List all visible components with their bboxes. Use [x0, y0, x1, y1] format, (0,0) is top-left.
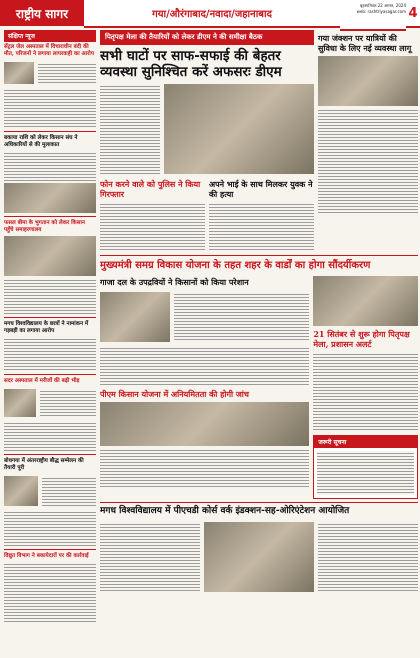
- right-story: [318, 30, 418, 252]
- news-photo: [318, 56, 418, 106]
- article-text: [38, 62, 96, 84]
- article-text: [4, 151, 96, 181]
- news-photo: [4, 62, 34, 84]
- article-text: [4, 88, 96, 128]
- article-text: [4, 337, 96, 371]
- news-photo: [4, 183, 96, 213]
- newspaper-brand: राष्ट्रीय सागर: [0, 0, 84, 26]
- headline: बोधगया में अंतरराष्ट्रीय बौद्ध सम्मेलन की तैयारी पूरी: [4, 458, 84, 471]
- news-photo: [313, 276, 418, 326]
- edition-title: गया/औरंगाबाद/नवादा/जहानाबाद: [84, 0, 340, 28]
- article-text: [100, 84, 160, 174]
- notice-title: जरूरी सूचना: [314, 436, 417, 448]
- news-photo: [4, 476, 38, 506]
- article-text: [313, 352, 418, 432]
- article-text: [4, 278, 96, 314]
- article-text: [4, 562, 96, 622]
- masthead: [0, 0, 420, 26]
- headline: बकाया राशि को लेकर किसान संघ ने अधिकारियों से की मुलाकात: [4, 135, 78, 148]
- news-photo: [4, 236, 96, 276]
- bottom-headline: मगध विश्वविद्यालय में पीएचडी कोर्स वर्क इंडक्शन-सह-ओरिएंटेशन आयोजित: [100, 506, 350, 516]
- notice-box: [313, 435, 418, 499]
- masthead-meta: [340, 0, 406, 31]
- news-photo: [100, 292, 170, 342]
- lead-kicker: पितृपक्ष मेला की तैयारियों को लेकर डीएम ने की समीक्षा बैठक: [100, 30, 314, 45]
- headline: विद्युत विभाग ने बकायेदारों पर की कार्रवाई: [4, 553, 89, 559]
- article-text: [318, 522, 418, 592]
- page-number: 4: [406, 0, 420, 28]
- article-text: [209, 202, 314, 250]
- news-photo: [100, 402, 309, 446]
- headline: सदर अस्पताल में मरीजों की बढ़ी भीड़: [4, 378, 80, 384]
- article-text: [42, 476, 96, 506]
- headline: पीएम किसान योजना में अनियमितता की होगी जांच: [100, 389, 249, 399]
- lead-story: [100, 30, 314, 252]
- headline: मगध विश्वविद्यालय के छात्रों ने नामांकन में गड़बड़ी का लगाया आरोप: [4, 321, 89, 334]
- article-text: [100, 346, 309, 386]
- headline: 21 सितंबर से शुरू होगा पितृपक्ष मेला, प्रशासन अलर्ट: [313, 329, 410, 349]
- headline: फसल बीमा के भुगतान को लेकर किसान पहुँचे समाहरणालय: [4, 220, 85, 233]
- article-text: [100, 448, 309, 488]
- lead-headline: सभी घाटों पर साफ-सफाई की बेहतर व्यवस्था सुनिश्चित करें अफसरः डीएम: [100, 48, 282, 80]
- left-column: [4, 30, 96, 652]
- sub-lead-headline: मुख्यमंत्री समग्र विकास योजना के तहत शहर के वार्डों का होगा सौंदर्यीकरण: [100, 260, 371, 271]
- main-area: [100, 30, 418, 652]
- headline: गया जंक्शन पर यात्रियों की सुविधा के लिए नई व्यवस्था लागू: [318, 33, 412, 53]
- article-text: [100, 202, 205, 250]
- date: बृहस्पतिवार 22 अगस्त, 2024: [360, 3, 406, 8]
- article-text: [40, 389, 96, 417]
- article-text: [4, 421, 96, 451]
- section-title: संक्षिप्त न्यूज: [4, 30, 96, 42]
- lead-photo: [164, 84, 314, 174]
- headline: गाजा दल के उपद्रवियों ने किसानों को किया परेशान: [100, 277, 249, 287]
- headline: अपने भाई के साथ मिलकर युवक ने की हत्या: [209, 179, 313, 199]
- headline: सेंट्रल जेल अस्पताल में विचाराधीन बंदी की मौत, परिजनों ने लगाया लापरवाही का आरोप: [4, 44, 94, 57]
- article-text: [100, 522, 200, 592]
- website: web: rashtriyasagar.com: [356, 9, 406, 14]
- article-text: [4, 510, 96, 546]
- news-photo: [4, 389, 36, 417]
- notice-text: [317, 451, 414, 495]
- news-photo: [204, 522, 314, 592]
- article-text: [174, 292, 309, 342]
- article-text: [318, 108, 418, 214]
- headline: फोन करने वाले को पुलिस ने किया गिरफ्तार: [100, 179, 201, 199]
